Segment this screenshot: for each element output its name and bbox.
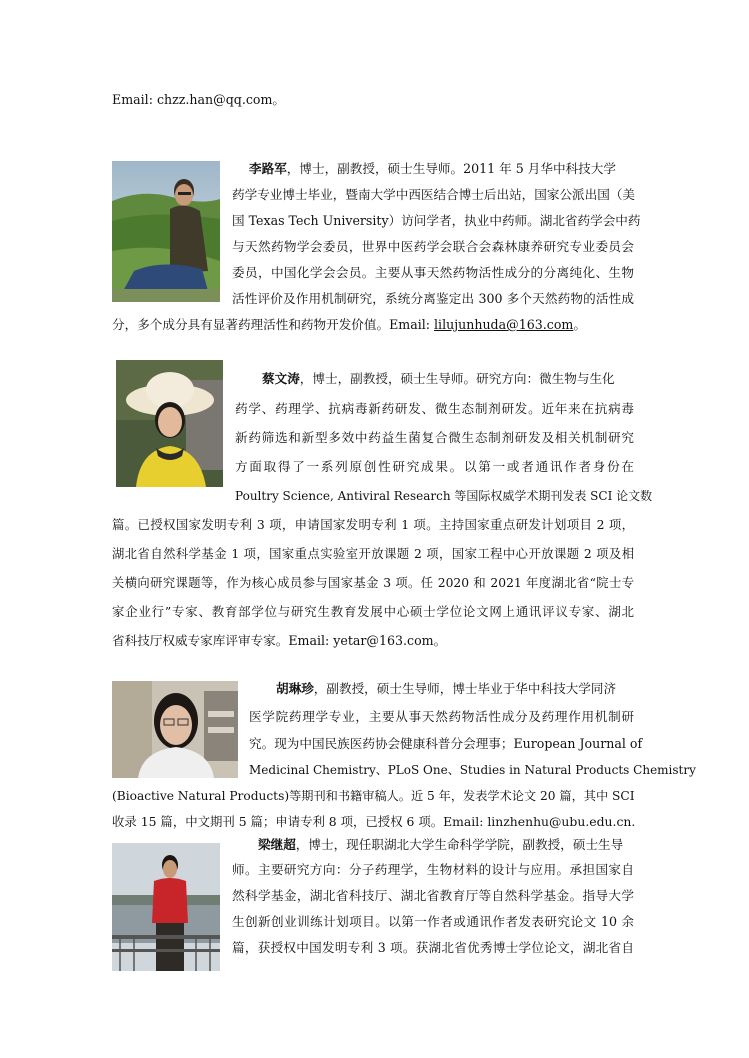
p2-line-5: Poultry Science, Antiviral Research 等国际权威学术期刊发表 SCI 论文数	[235, 489, 653, 503]
p4-line-2: 师。主要研究方向：分子药理学，生物材料的设计与应用。承担国家自	[232, 862, 634, 877]
p2-line-4: 方面取得了一系列原创性研究成果。以第一或者通讯作者身份在	[235, 459, 634, 474]
p1-line-6: 活性评价及作用机制研究，系统分离鉴定出 300 多个天然药物的活性成	[232, 291, 634, 306]
p2-line-3: 新药筛选和新型多效中药益生菌复合微生态制剂研发及相关机制研究	[235, 430, 634, 445]
p2-line-2: 药学、药理学、抗病毒新药研发、微生态制剂研发。近年来在抗病毒	[235, 401, 634, 416]
p4-line-1	[258, 837, 634, 853]
p1-line-7-text: 分，多个成分具有显著药理活性和药物开发价值。Email:	[112, 317, 435, 332]
email-link-li-lujun[interactable]: lilujunhuda@163.com	[434, 317, 574, 332]
p1-line-3: 国 Texas Tech University）访问学者，执业中药师。湖北省药学会中药	[232, 213, 641, 228]
p3-line-6: 收录 15 篇，中文期刊 5 篇；申请专利 8 项，已授权 6 项。Email: linzhenhu@ubu.edu.cn.	[112, 814, 636, 829]
portrait-photo-li-lujun	[112, 161, 220, 302]
p3-line-2: 医学院药理学专业，主要从事天然药物活性成分及药理作用机制研	[249, 709, 634, 724]
p2-line-9: 家企业行”专家、教育部学位与研究生教育发展中心硕士学位论文网上通讯评议专家、湖北	[112, 604, 634, 619]
p2-line-7: 湖北省自然科学基金 1 项，国家重点实验室开放课题 2 项，国家工程中心开放课题 2 项及相	[112, 547, 634, 561]
p1-line-7-end: 。	[573, 317, 586, 332]
portrait-photo-liang-jichao	[112, 843, 220, 971]
p1-line-1	[249, 161, 634, 177]
person-name-cai-wentao: 蔡文涛	[262, 371, 300, 386]
p2-line-1-text: ，博士，副教授，硕士生导师。研究方向：微生物与生化	[299, 371, 615, 386]
person-name-li-lujun: 李路军	[249, 161, 287, 176]
intro-email: Email: chzz.han@qq.com。	[112, 92, 286, 107]
p3-line-4: Medicinal Chemistry、PLoS One、Studies in Natural Products Chemistry	[249, 763, 696, 777]
p3-line-1	[276, 681, 634, 697]
p3-line-1-text: ，副教授，硕士生导师，博士毕业于华中科技大学同济	[313, 681, 617, 696]
person-name-liang-jichao: 梁继超	[258, 837, 296, 852]
p4-line-5: 篇，获授权中国发明专利 3 项。获湖北省优秀博士学位论文，湖北省自	[232, 940, 634, 955]
p1-line-2: 药学专业博士毕业，暨南大学中西医结合博士后出站，国家公派出国（美	[232, 187, 635, 202]
p1-line-1-text: ，博士，副教授，硕士生导师。2011 年 5 月华中科技大学	[286, 161, 616, 176]
p4-line-3: 然科学基金，湖北省科技厅、湖北省教育厅等自然科学基金。指导大学	[232, 888, 634, 903]
p1-line-4: 与天然药物学会委员，世界中医药学会联合会森林康养研究专业委员会	[232, 239, 634, 254]
p2-line-10: 省科技厅权威专家库评审专家。Email: yetar@163.com。	[112, 633, 447, 648]
person-name-hu-linzhen: 胡琳珍	[276, 681, 314, 696]
portrait-photo-cai-wentao	[116, 360, 223, 487]
p4-line-1-text: ，博士，现任职湖北大学生命科学学院，副教授，硕士生导	[295, 837, 624, 852]
p3-line-3: 究。现为中国民族医药协会健康科普分会理事；European Journal of	[249, 736, 643, 751]
p1-line-5: 委员，中国化学会会员。主要从事天然药物活性成分的分离纯化、生物	[232, 265, 634, 280]
p2-line-6: 篇。已授权国家发明专利 3 项，申请国家发明专利 1 项。主持国家重点研发计划项目 2 项，	[112, 517, 634, 532]
p1-line-7	[112, 317, 586, 333]
p2-line-8: 关横向研究课题等，作为核心成员参与国家基金 3 项。任 2020 和 2021 年度湖北省“院士专	[112, 576, 634, 590]
p3-line-5: (Bioactive Natural Products)等期刊和书籍审稿人。近 5 年，发表学术论文 20 篇，其中 SCI	[112, 789, 635, 803]
p2-line-1	[262, 371, 634, 387]
p4-line-4: 生创新创业训练计划项目。以第一作者或通讯作者发表研究论文 10 余	[232, 914, 634, 929]
portrait-photo-hu-linzhen	[112, 681, 238, 778]
